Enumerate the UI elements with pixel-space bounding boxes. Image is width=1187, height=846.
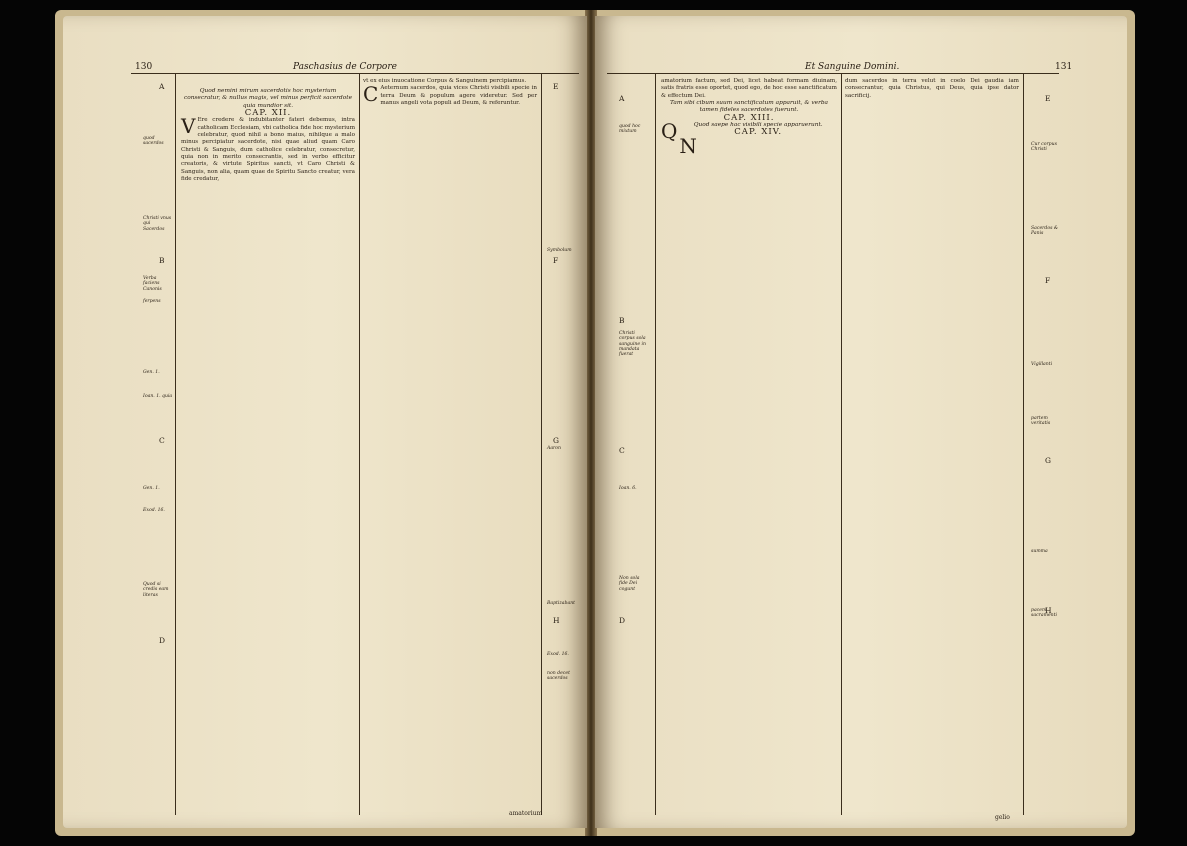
margin-note: Vigillanti — [1031, 362, 1053, 367]
margin-note: Gen. 1. — [143, 486, 160, 491]
margin-letter: F — [553, 256, 559, 265]
margin-letter: E — [1045, 94, 1051, 103]
chapter-intro: Quod saepe hac visibili specie apparuerunt. — [693, 122, 823, 129]
chapter-title: CAP. XII. — [244, 108, 292, 119]
margin-note: Exod. 16. — [547, 652, 569, 657]
chapter-title: CAP. XIII. — [723, 112, 775, 123]
text-column-2 — [363, 78, 537, 812]
margin-letter: A — [159, 82, 165, 91]
left-page — [63, 16, 587, 828]
page-number: 131 — [1055, 62, 1073, 72]
text-column-1 — [181, 88, 355, 812]
catchword: amatorium — [509, 810, 543, 817]
page-number: 130 — [135, 62, 153, 72]
right-page — [595, 16, 1127, 828]
margin-note: Ioan. 6. — [619, 486, 637, 491]
chapter-intro: Quod nemini mirum sacerdotis hoc mysterium consecratur, & nullus magis, vel minus perficit sacerdote quia mundior sit. — [183, 88, 353, 109]
margin-rule — [655, 73, 656, 815]
running-head: Paschasius de Corpore — [293, 62, 397, 72]
margin-note: Verba faciens Canonis — [143, 276, 162, 292]
paragraph: Ere credere & indubitanter fateri debemus, intra catholicam Ecclesiam, vbi catholica fide hoc mysterium celebratur, quod nihil a bono maius, nihilque a malo minus percipiatur sacerdote, nisi quae aliud quam Caro Christi & Sanguis, dum catholice celebratur, consecretur, quia non in merito consecrantis, sed in verbo efficitur creatoris, & virtute Spiritus sancti, vt Caro Christi & Sanguis, non alia, quam quae de Spiritu Sancto creatur, vera fide credatur, — [181, 117, 355, 183]
paragraph: amatorium factum, sed Dei, licet habeat formam diuinam, satis fratris esse oportet, quod ego, de hoc esse sanctificatum & effectum Dei. — [661, 78, 837, 99]
margin-letter: E — [553, 82, 559, 91]
margin-rule — [175, 73, 176, 815]
margin-note: Christi corpus sola sanguine in mandata fuerat — [619, 331, 646, 358]
running-head: Et Sanguine Domini. — [805, 62, 900, 72]
book-spread — [55, 10, 1135, 836]
margin-note: Baptizabant — [547, 601, 576, 606]
chapter-title: CAP. XIV. — [734, 127, 783, 138]
paragraph: dum sacerdos in terra velut in coelo Dei gaudia iam consecrantur, quia Christus, qui Deus, quia ipse dator sacrificij. — [845, 78, 1019, 99]
text-column-1 — [661, 78, 837, 812]
drop-cap: Q — [661, 119, 678, 144]
margin-letter: B — [619, 316, 625, 325]
margin-rule-right — [541, 73, 542, 815]
margin-note: Christi vnus qui Sacerdos — [143, 216, 172, 232]
header-rule — [131, 73, 579, 74]
text-column-2 — [845, 78, 1019, 812]
chapter-intro: Tam sibi cibum suum sanctificatum apparuit, & verba tamen fideles sacerdotes fuerunt. — [669, 100, 829, 114]
margin-letter: H — [1045, 606, 1052, 615]
header-rule — [607, 73, 1059, 74]
margin-note: Ioan. 1. quia — [143, 394, 173, 399]
margin-note: quod sacerdos — [143, 136, 164, 147]
margin-note: Exod. 16. — [143, 508, 165, 513]
drop-cap: C — [363, 82, 379, 107]
margin-note: Cur corpus Christi — [1031, 142, 1057, 153]
margin-letter: C — [619, 446, 625, 455]
drop-cap: V — [181, 114, 196, 139]
paragraph: Aeternum sacerdos, quia vices Christi visibili specie in terra Deum & populum agere videretur. Sed per manus angeli vota populi ad Deum, & referuntur. — [380, 85, 537, 107]
margin-letter: D — [619, 616, 626, 625]
margin-note: Quod si credis eam literas — [143, 582, 169, 598]
margin-note: ferpens — [143, 299, 161, 304]
margin-letter: H — [553, 616, 560, 625]
margin-note: partem veritatis — [1031, 416, 1051, 427]
margin-letter: C — [159, 436, 165, 445]
margin-letter: B — [159, 256, 165, 265]
margin-note: Sacerdos & Panis — [1031, 226, 1058, 237]
margin-letter: G — [1045, 456, 1051, 465]
drop-cap: N — [679, 133, 697, 158]
column-rule — [359, 73, 360, 815]
margin-letter: D — [159, 636, 166, 645]
margin-note: quod hoc mixtum — [619, 124, 641, 135]
margin-rule-right — [1023, 73, 1024, 815]
margin-note: summa — [1031, 549, 1048, 554]
margin-letter: A — [619, 94, 625, 103]
margin-letter: G — [553, 436, 559, 445]
margin-note: Non sola fide Dei cogunt — [619, 576, 640, 592]
column-rule — [841, 73, 842, 815]
paragraph: vt ex eius inuocatione Corpus & Sanguinem percipiamus. — [363, 78, 527, 84]
margin-note: non decet sacerdos — [547, 671, 570, 682]
margin-note: Gen. 1. — [143, 370, 160, 375]
catchword: gelio — [995, 814, 1010, 821]
margin-note: Aaron — [547, 446, 561, 451]
margin-note: pacem sacramenti — [1031, 608, 1057, 619]
margin-letter: F — [1045, 276, 1051, 285]
margin-note: Symbolum — [547, 248, 572, 253]
